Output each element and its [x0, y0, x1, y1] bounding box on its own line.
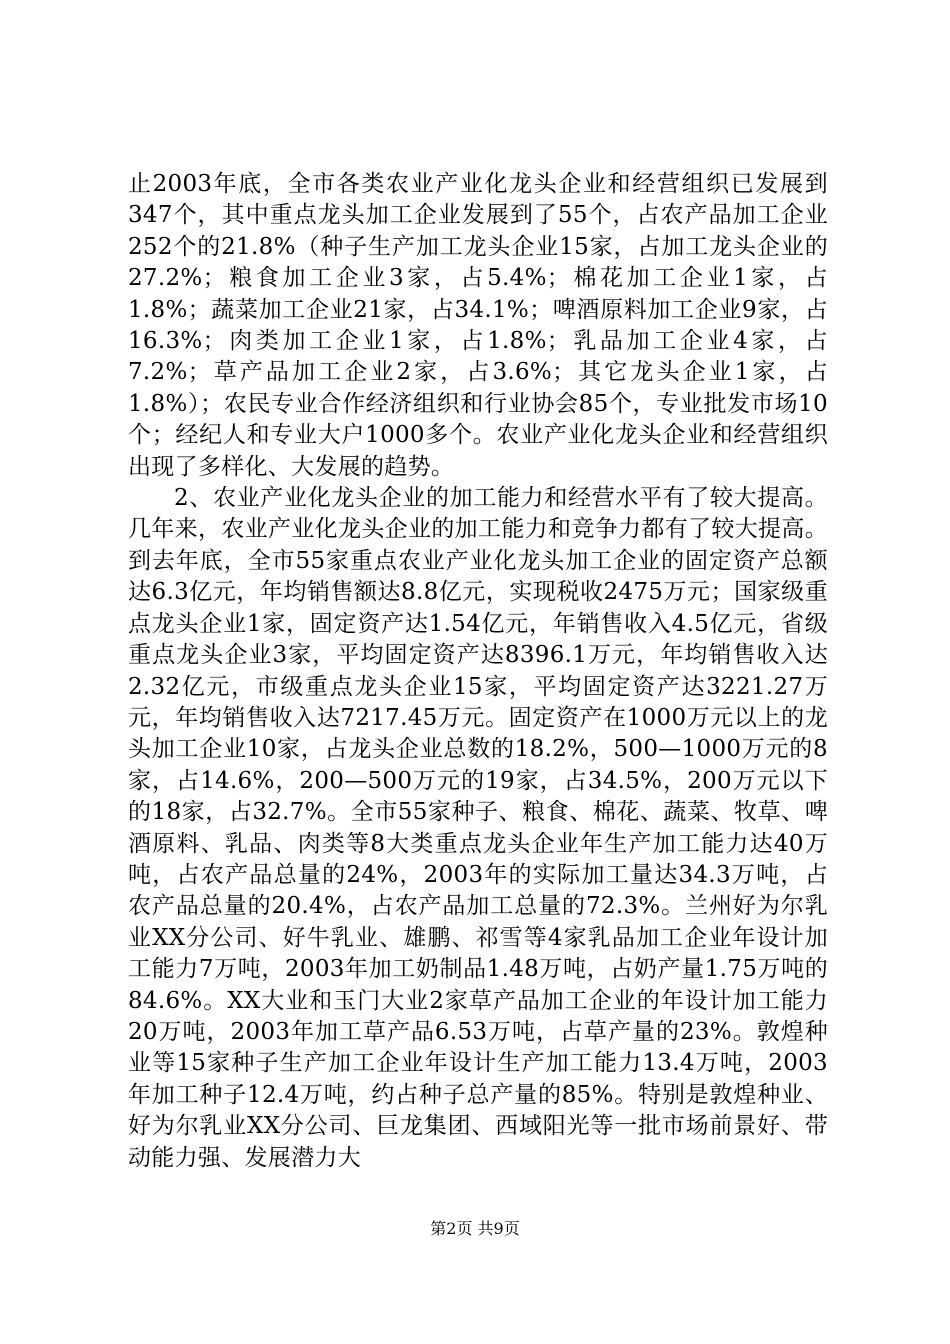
paragraph-1: 止2003年底，全市各类农业产业化龙头企业和经营组织已发展到347个，其中重点龙头加工企业发展到了55个，占农产品加工企业252个的21.8%（种子生产加工龙头企业15家，占加工龙头企业的27.2%；粮食加工企业3家，占5.4%；棉花加工企业1家，占1.8%；蔬菜加工企业21家，占34.1%；啤酒原料加工企业9家，占16.3%；肉类加工企业1家，占1.8%；乳品加工企业4家，占7.2%；草产品加工企业2家，占3.6%；其它龙头企业1家，占1.8%）；农民专业合作经济组织和行业协会85个，专业批发市场10个；经纪人和专业大户1000多个。农业产业化龙头企业和经营组织出现了多样化、大发展的趋势。 [128, 171, 828, 480]
document-body [128, 169, 828, 1174]
page-number-footer: 第2页 共9页 [430, 1219, 520, 1238]
paragraph-2: 2、农业产业化龙头企业的加工能力和经营水平有了较大提高。几年来，农业产业化龙头企业的加工能力和竞争力都有了较大提高。到去年底，全市55家重点农业产业化龙头加工企业的固定资产总额达6.3亿元，年均销售额达8.8亿元，实现税收2475万元；国家级重点龙头企业1家，固定资产达1.54亿元，年销售收入4.5亿元，省级重点龙头企业3家，平均固定资产达8396.1万元，年均销售收入达2.32亿元，市级重点龙头企业15家，平均固定资产达3221.27万元，年均销售收入达7217.45万元。固定资产在1000万元以上的龙头加工企业10家，占龙头企业总数的18.2%，500—1000万元的8家，占14.6%，200—500万元的19家，占34.5%，200万元以下的18家，占32.7%。全市55家种子、粮食、棉花、蔬菜、牧草、啤酒原料、乳品、肉类等8大类重点龙头企业年生产加工能力达40万吨，占农产品总量的24%，2003年的实际加工量达34.3万吨，占农产品总量的20.4%，占农产品加工总量的72.3%。兰州好为尔乳业XX分公司、好牛乳业、雄鹏、祁雪等4家乳品加工企业年设计加工能力7万吨，2003年加工奶制品1.48万吨，占奶产量1.75万吨的84.6%。XX大业和玉门大业2家草产品加工企业的年设计加工能力20万吨，2003年加工草产品6.53万吨，占草产量的23%。敦煌种业等15家种子生产加工企业年设计生产加工能力13.4万吨，2003年加工种子12.4万吨，约占种子总产量的85%。特别是敦煌种业、好为尔乳业XX分公司、巨龙集团、西域阳光等一批市场前景好、带动能力强、发展潜力大 [128, 485, 828, 1171]
